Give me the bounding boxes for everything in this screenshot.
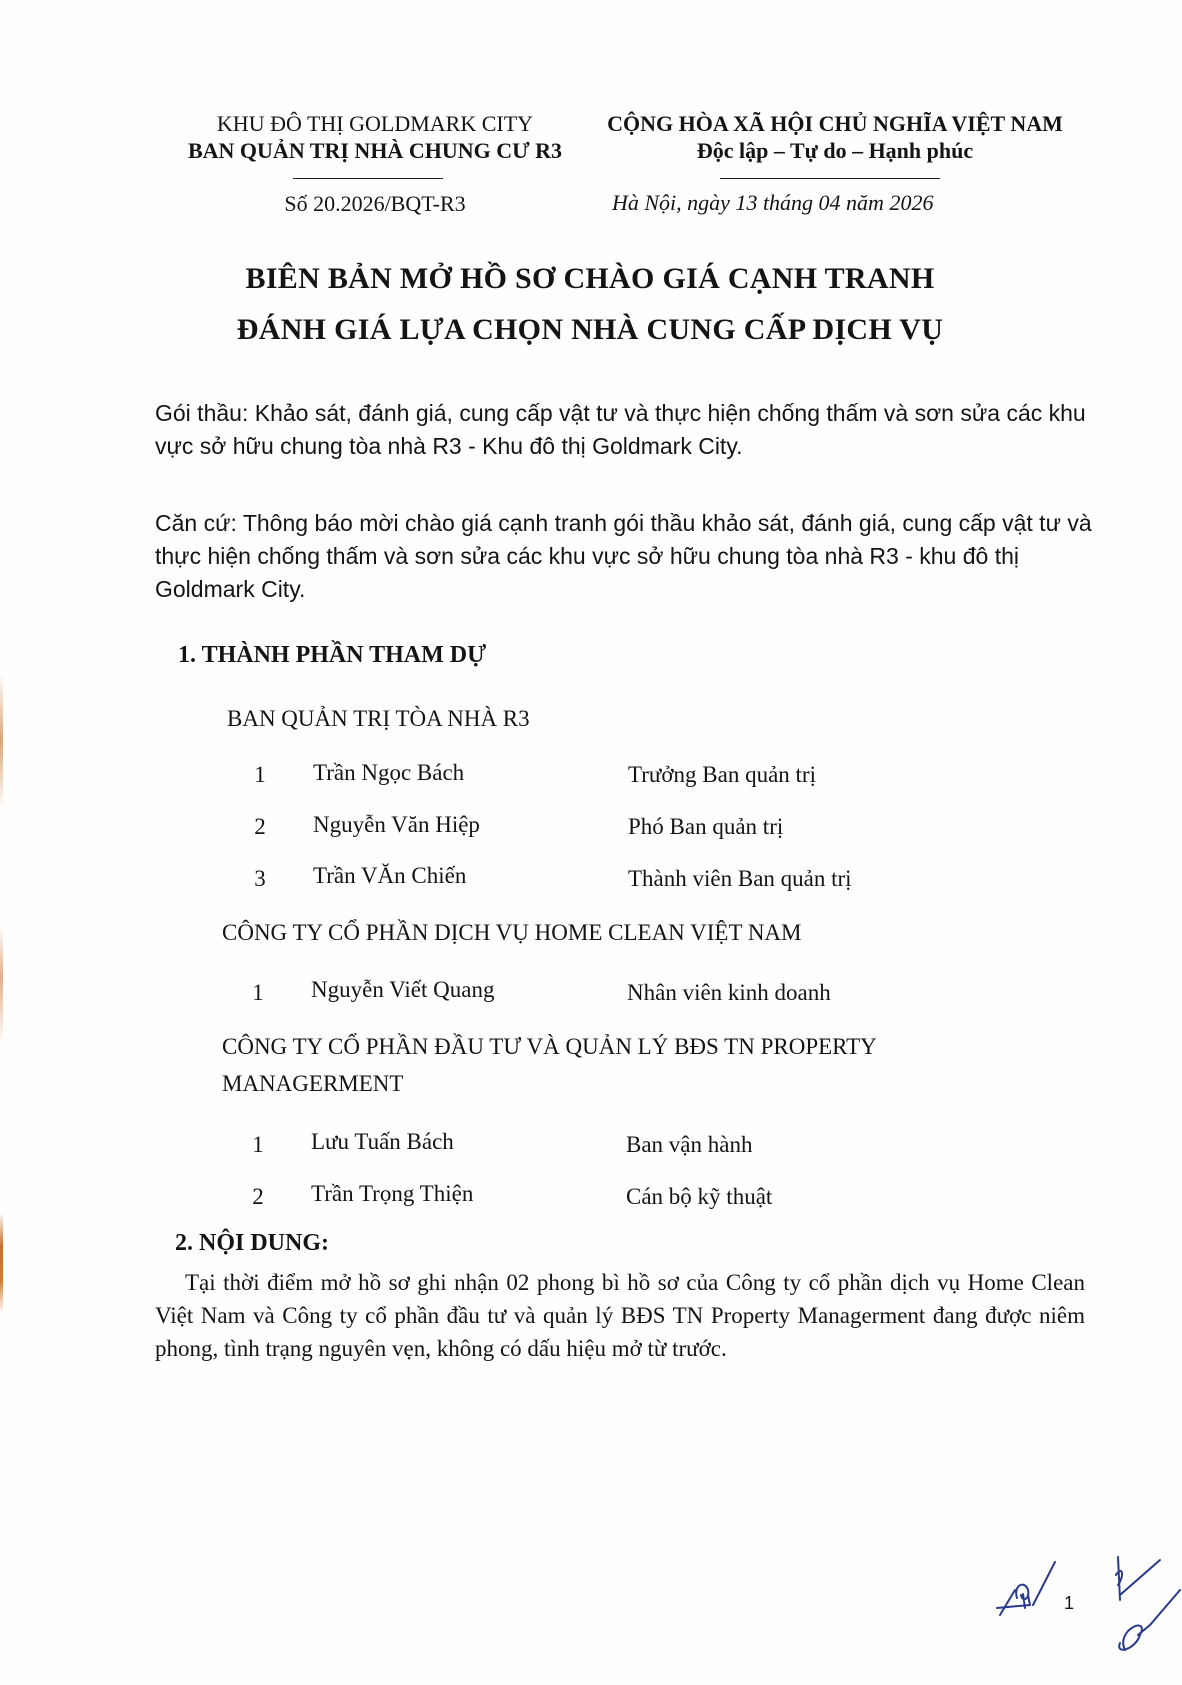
header-national-title: CỘNG HÒA XÃ HỘI CHỦ NGHĨA VIỆT NAM [607, 111, 1063, 136]
initials-signature-right [1110, 1555, 1182, 1685]
member-role: Phó Ban quản trị [628, 814, 784, 839]
section1-heading: 1. THÀNH PHẦN THAM DỰ [178, 642, 487, 668]
member-role: Cán bộ kỹ thuật [626, 1184, 773, 1209]
member-role: Thành viên Ban quản trị [628, 866, 852, 891]
member-number: 2 [252, 1184, 264, 1209]
org-name-line2: MANAGERMENT [222, 1071, 404, 1096]
document-title-line2: ĐÁNH GIÁ LỰA CHỌN NHÀ CUNG CẤP DỊCH VỤ [236, 313, 944, 346]
member-number: 1 [254, 762, 266, 787]
member-role: Trưởng Ban quản trị [628, 762, 816, 787]
org-name: BAN QUẢN TRỊ TÒA NHÀ R3 [227, 706, 530, 731]
member-role: Nhân viên kinh doanh [627, 980, 831, 1005]
org-name-line1: CÔNG TY CỔ PHẦN ĐẦU TƯ VÀ QUẢN LÝ BĐS TN PROPERTY [222, 1034, 877, 1059]
section2-heading: 2. NỘI DUNG: [175, 1230, 329, 1256]
member-number: 1 [252, 1132, 264, 1157]
member-number: 1 [252, 980, 264, 1005]
document-number: Số 20.2026/BQT-R3 [284, 191, 466, 216]
package-paragraph: Gói thầu: Khảo sát, đánh giá, cung cấp vật tư và thực hiện chống thấm và sơn sửa các khu vực sở hữu chung tòa nhà R3 - Khu đô thị Goldmark City. [155, 400, 1086, 459]
member-name: Lưu Tuấn Bách [311, 1129, 454, 1154]
header-left-org: BAN QUẢN TRỊ NHÀ CHUNG CƯ R3 [187, 138, 562, 163]
member-name: Trần Ngọc Bách [313, 760, 465, 785]
document-date: Hà Nội, ngày 13 tháng 04 năm 2026 [612, 190, 934, 215]
header-left-line1: KHU ĐÔ THỊ GOLDMARK CITY [216, 111, 534, 136]
section2-paragraph: Tại thời điểm mở hồ sơ ghi nhận 02 phong bì hồ sơ của Công ty cổ phần dịch vụ Home Clean Việt Nam và Công ty cổ phần đầu tư và quản lý BĐS TN Property Managerment đang được niêm phong, tình trạng nguyên vẹn, không có dấu hiệu mở từ trước. [155, 1270, 1085, 1361]
member-number: 2 [254, 814, 266, 839]
page-number: 1 [1064, 1593, 1075, 1613]
header-left-rule [293, 178, 443, 179]
org-name: CÔNG TY CỔ PHẦN DỊCH VỤ HOME CLEAN VIỆT NAM [222, 920, 802, 945]
basis-paragraph: Căn cứ: Thông báo mời chào giá cạnh tranh gói thầu khảo sát, đánh giá, cung cấp vật tư và thực hiện chống thấm và sơn sửa các khu vực sở hữu chung tòa nhà R3 - khu đô thị Goldmark City. [155, 510, 1092, 602]
member-number: 3 [254, 866, 266, 891]
header-right-rule [720, 178, 940, 179]
member-name: Trần VĂn Chiến [313, 863, 467, 888]
header-motto: Độc lập – Tự do – Hạnh phúc [696, 138, 974, 163]
scan-edge-stain [0, 0, 3, 1684]
member-name: Trần Trọng Thiện [311, 1181, 474, 1206]
initials-signature-left [995, 1560, 1065, 1630]
document-title-line1: BIÊN BẢN MỞ HỒ SƠ CHÀO GIÁ CẠNH TRANH [245, 262, 935, 295]
member-name: Nguyễn Văn Hiệp [313, 812, 480, 837]
member-role: Ban vận hành [626, 1132, 753, 1157]
member-name: Nguyễn Viết Quang [311, 977, 495, 1002]
